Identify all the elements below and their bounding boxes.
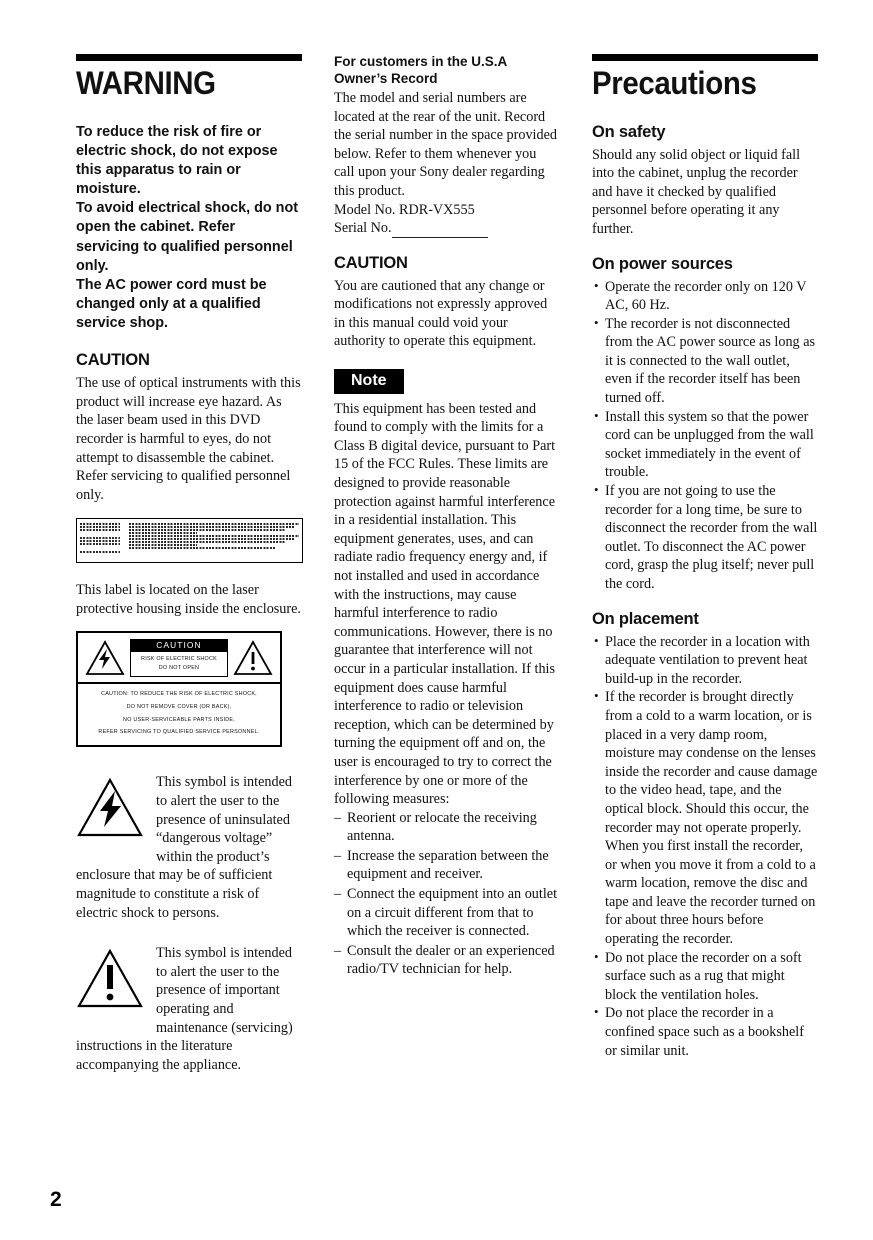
left-column <box>76 54 302 1096</box>
lightning-symbol-explanation <box>76 773 302 922</box>
on-placement-list <box>592 633 818 1061</box>
lightning-symbol-inset-text: This symbol is intended to alert the user to the presence of uninsulated “dangerous voltage” within the product’s <box>156 774 292 865</box>
warning-title: WARNING <box>76 65 216 101</box>
note-badge: Note <box>334 369 404 394</box>
middle-caution-heading: CAUTION <box>334 253 408 272</box>
on-safety-heading: On safety <box>592 122 666 141</box>
exclamation-symbol-inset-text: This symbol is intended to alert the user to the presence of important operating and maintenance (servicing) <box>156 945 293 1036</box>
shock-box-line-4: REFER SERVICING TO QUALIFIED SERVICE PERSONNEL. <box>98 729 260 736</box>
us-customers-heading-line1: For customers in the U.S.A <box>334 54 508 69</box>
three-column-layout <box>76 54 836 1096</box>
serial-number-row <box>334 219 560 238</box>
owners-record-body: The model and serial numbers are located at the rear of the unit. Record the serial number in the space provided below. Refer to them whenever you call upon your Sony dealer regarding this product. <box>334 89 557 199</box>
list-item: – Reorient or relocate the receiving antenna. <box>334 809 560 846</box>
list-item: – Increase the separation between the equipment and receiver. <box>334 847 560 884</box>
fcc-note-body: This equipment has been tested and found to comply with the limits for a Class B digital device, pursuant to Part 15 of the FCC Rules. These limits are designed to provide reasonable protection against harmful interference in a residential installation. This equipment generates, uses, and can radiate radio frequency energy and, if not installed and used in accordance with the instructions, may cause harmful interference to radio communications. However, there is no guarantee that interference will not occur in a particular installation. If this equipment does cause harmful interference to radio or television reception, which can be determined by turning the equipment off and on, the user is encouraged to try to correct the interference by one or more of the following measures: <box>334 400 556 808</box>
shock-box-line-3: NO USER-SERVICEABLE PARTS INSIDE, <box>123 716 235 723</box>
list-item: • The recorder is not disconnected from the AC power source as long as it is connected to the wall outlet, even if the recorder itself has been turned off. <box>592 315 818 408</box>
shock-box-caution-subline-1: RISK OF ELECTRIC SHOCK <box>141 655 217 662</box>
laser-warning-label-image <box>76 518 303 563</box>
warning-top-rule <box>76 54 302 61</box>
list-item: – Connect the equipment into an outlet on a circuit different from that to which the receiver is connected. <box>334 885 560 941</box>
lightning-bolt-triangle-icon <box>85 640 125 676</box>
serial-number-label: Serial No. <box>334 220 392 237</box>
exclamation-symbol-explanation <box>76 944 302 1074</box>
shock-box-caution-panel <box>130 639 228 677</box>
list-item: • If you are not going to use the recorder for a long time, be sure to disconnect the recorder from the wall outlet. To disconnect the AC power cord, grasp the plug itself; never pull the cord. <box>592 482 818 594</box>
model-number-label: Model No. RDR-VX555 <box>334 201 475 218</box>
right-column <box>592 54 818 1096</box>
exclamation-symbol-tail-text: instructions in the literature accompanying the appliance. <box>76 1038 242 1073</box>
warning-lead-paragraph-1: To reduce the risk of fire or electric shock, do not expose this apparatus to rain or moisture. <box>76 123 278 198</box>
list-item: • Operate the recorder only on 120 V AC, 60 Hz. <box>592 278 818 315</box>
middle-column <box>334 54 560 1096</box>
lightning-symbol-tail-text: enclosure that may be of sufficient magnitude to constitute a risk of electric shock to persons. <box>76 867 273 921</box>
fcc-measures-list <box>334 809 560 979</box>
shock-box-caution-subtext <box>131 652 227 676</box>
warning-lead-paragraph-2: To avoid electrical shock, do not open the cabinet. Refer servicing to qualified personnel only. <box>76 200 299 274</box>
list-item: – Consult the dealer or an experienced radio/TV technician for help. <box>334 942 560 979</box>
on-power-sources-heading: On power sources <box>592 254 733 273</box>
page-number: 2 <box>50 1188 62 1211</box>
precautions-title: Precautions <box>592 65 757 101</box>
list-item: • Install this system so that the power cord can be unplugged from the wall socket immediately in the event of trouble. <box>592 408 818 482</box>
exclamation-triangle-icon <box>233 640 273 676</box>
shock-box-caution-title: CAUTION <box>131 640 227 652</box>
shock-box-caution-subline-2: DO NOT OPEN <box>158 664 200 671</box>
laser-label-caption: This label is located on the laser protective housing inside the enclosure. <box>76 582 301 618</box>
electric-shock-caution-box <box>76 631 282 748</box>
list-item: • Do not place the recorder in a confined space such as a bookshelf or similar unit. <box>592 1004 818 1060</box>
shock-box-line-2: DO NOT REMOVE COVER (OR BACK), <box>126 703 232 710</box>
middle-caution-body: You are cautioned that any change or modifications not expressly approved in this manual could void your authority to operate this equipment. <box>334 277 548 350</box>
owners-record-heading: Owner’s Record <box>334 71 438 87</box>
list-item: • Place the recorder in a location with adequate ventilation to prevent heat build-up in the recorder. <box>592 633 818 689</box>
laser-label-text-column <box>129 522 299 559</box>
on-power-sources-list <box>592 278 818 594</box>
shock-box-instruction-lines <box>78 684 280 746</box>
warning-lead <box>76 123 302 334</box>
on-placement-heading: On placement <box>592 609 699 628</box>
shock-box-top-row <box>78 633 280 684</box>
on-safety-body: Should any solid object or liquid fall into the cabinet, unplug the recorder and have it checked by qualified personnel before operating it any further. <box>592 146 801 237</box>
left-caution-body: The use of optical instruments with this product will increase eye hazard. As the laser beam used in this DVD recorder is harmful to eyes, do not attempt to disassemble the cabinet. Refer servicing to qualified personnel only. <box>76 375 301 503</box>
shock-box-line-1: CAUTION: TO REDUCE THE RISK OF ELECTRIC SHOCK, <box>101 690 257 697</box>
left-caution-heading: CAUTION <box>76 351 150 370</box>
serial-number-blank-line <box>392 225 488 238</box>
warning-lead-paragraph-3: The AC power cord must be changed only at a qualified service shop. <box>76 276 267 332</box>
list-item: • If the recorder is brought directly from a cold to a warm location, or is placed in a very damp room, moisture may condense on the lenses inside the recorder and cause damage to the video head, tape, and the optical block. Should this occur, the recorder may not operate properly. When you first install the recorder, or when you move it from a cold to a warm location, remove the disc and tape and leave the recorder turned on for about three hours before operating the recorder. <box>592 688 818 948</box>
dangerous-voltage-icon <box>76 777 144 839</box>
important-instructions-icon <box>76 948 144 1010</box>
laser-label-language-column <box>80 522 126 559</box>
list-item: • Do not place the recorder on a soft surface such as a rug that might block the ventilation holes. <box>592 949 818 1005</box>
precautions-top-rule <box>592 54 818 61</box>
